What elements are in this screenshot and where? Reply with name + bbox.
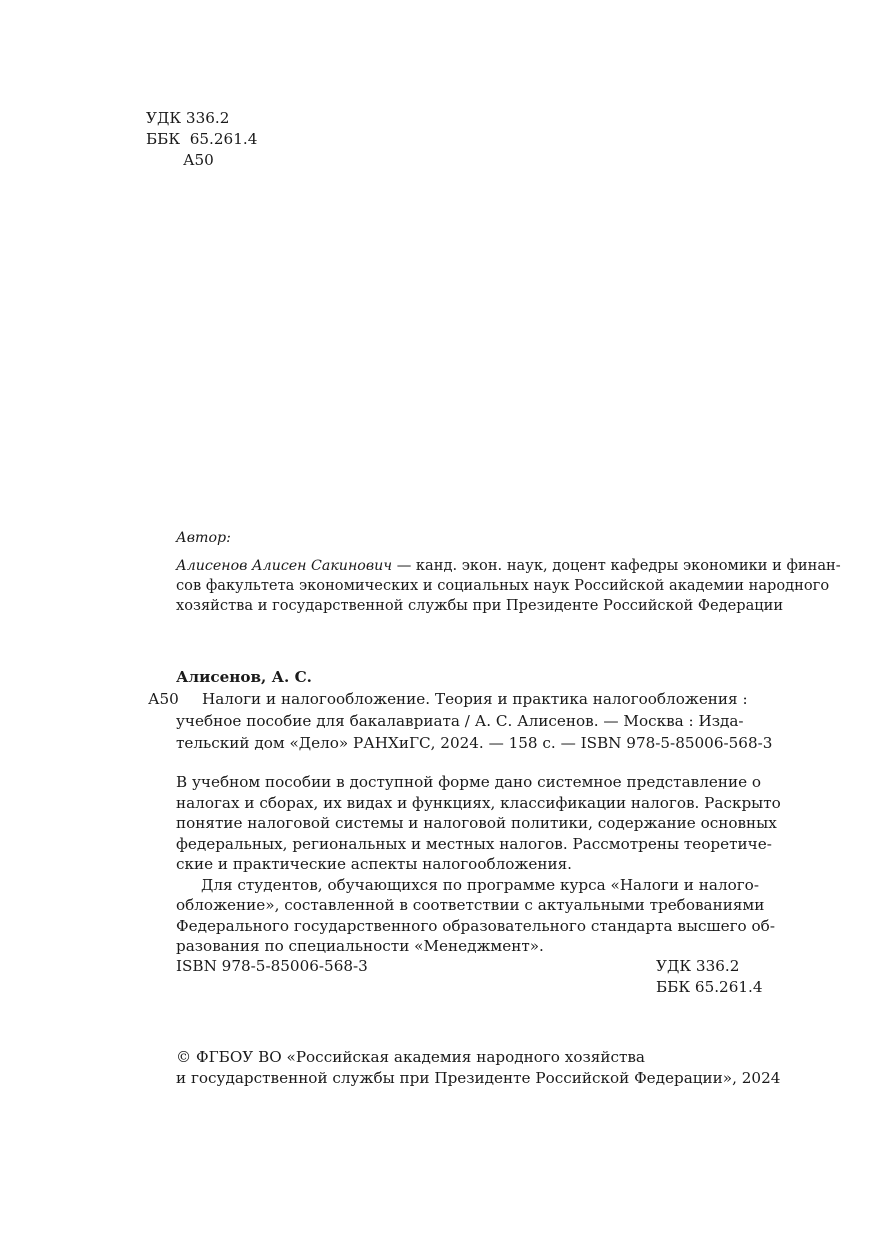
annotation-line-9: разования по специальности «Менеджмент». <box>176 937 544 955</box>
bbk-code-bottom: ББК 65.261.4 <box>656 978 763 996</box>
bbk-code-top: ББК 65.261.4 <box>146 130 258 148</box>
udk-code-top: УДК 336.2 <box>146 109 230 127</box>
author-line-3: хозяйства и государственной службы при Президенте Российской Федерации <box>176 597 784 614</box>
annotation-line-2: налогах и сборах, их видах и функциях, классификации налогов. Раскрыто <box>176 793 781 812</box>
annotation-line-5: ские и практические аспекты налогообложения. <box>176 855 573 873</box>
copyright-line-1: © ФГБОУ ВО «Российская академия народного хозяйства <box>176 1048 645 1066</box>
author-line-2: сов факультета экономических и социальных наук Российской академии народного <box>176 577 830 594</box>
author-name: Алисенов Алисен Сакинович <box>176 558 393 574</box>
copyright-line-2: и государственной службы при Президенте Российской Федерации», 2024 <box>176 1069 781 1087</box>
bib-line-2: учебное пособие для бакалавриата / А. С. Алисенов. — Москва : Изда- <box>176 712 744 730</box>
udk-code-bottom: УДК 336.2 <box>656 957 740 975</box>
isbn-code: ISBN 978-5-85006-568-3 <box>176 957 368 975</box>
author-sign-top: А50 <box>183 151 214 169</box>
annotation-line-6: Для студентов, обучающихся по программе курса «Налоги и налого- <box>201 875 759 894</box>
bib-line-3: тельский дом «Дело» РАНХиГС, 2024. — 158 с. — ISBN 978-5-85006-568-3 <box>176 734 773 752</box>
annotation-line-1: В учебном пособии в доступной форме дано системное представление о <box>176 773 762 791</box>
annotation-line-4: федеральных, региональных и местных налогов. Рассмотрены теоретиче- <box>176 834 772 853</box>
annotation-line-7: обложение», составленной в соответствии с актуальными требованиями <box>176 896 765 914</box>
annotation-line-8: Федерального государственного образовательного стандарта высшего об- <box>176 916 775 935</box>
author-description-1: — канд. экон. наук, доцент кафедры экономики и финан- <box>392 557 841 574</box>
bib-author-heading: Алисенов, А. С. <box>176 668 312 686</box>
bib-author-sign: А50 <box>148 690 179 708</box>
bib-line-1: Налоги и налогообложение. Теория и практика налогообложения : <box>202 690 748 708</box>
annotation-line-3: понятие налоговой системы и налоговой политики, содержание основных <box>176 814 777 832</box>
author-label: Автор: <box>176 530 231 546</box>
author-line-1 <box>176 556 841 576</box>
